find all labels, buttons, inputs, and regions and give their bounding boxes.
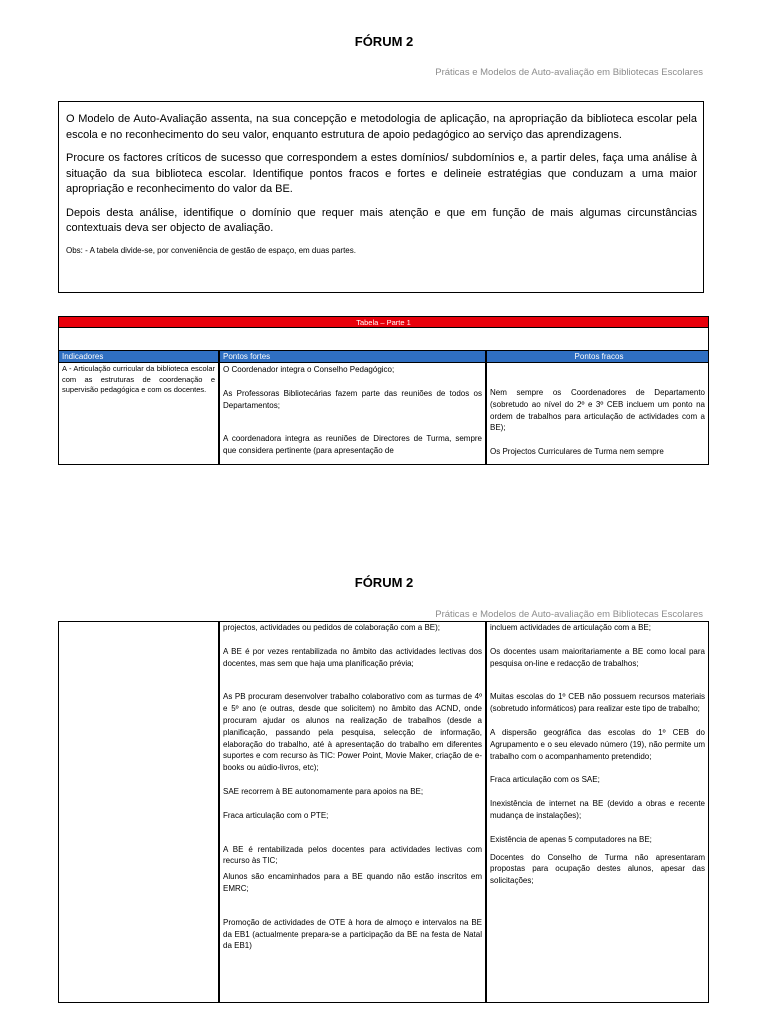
intro-paragraph-2: Procure os factores críticos de sucesso que correspondem a estes domínios/ subdomínios e, a partir deles, faça uma análise à situação da sua biblioteca escolar. Identifique pontos fracos e fortes e delineie estratégias que conduzam a uma maior apropriação e reconhecimento do valor da BE. [66, 152, 697, 195]
strong-point: O Coordenador integra o Conselho Pedagógico; [223, 365, 395, 374]
header-subtitle: Práticas e Modelos de Auto-avaliação em Bibliotecas Escolares [435, 609, 703, 620]
page-title: FÓRUM 2 [354, 34, 414, 49]
header-indicadores: Indicadores [58, 351, 219, 363]
table-caption: Tabela – Parte 1 [58, 316, 709, 328]
strong-point: SAE recorrem à BE autonomamente para apoios na BE; [223, 786, 424, 796]
strong-point: A BE é por vezes rentabilizada no âmbito das actividades lectivas dos docentes, mas sem que haja uma planificação prévia; [223, 646, 482, 668]
weak-point: Inexistência de internet na BE (devido a obras e recente mudança de instalações); [490, 799, 705, 820]
strong-point: As PB procuram desenvolver trabalho colaborativo com as turmas de 4º e 5º ano (e outras, desde que solicitem) no âmbito das ACND, onde procuram ajudar os alunos na realização de trabalhos (desde a planificação, passando pela pesquisa, selecção de informação, elaboração do trabalho, até à apresentação do trabalho em diferentes suportes e com recurso às TIC: Power Point, Movie Maker, criação de e-books ou aúdio-livros, etc); [223, 692, 482, 773]
weak-points-cell [486, 621, 709, 1003]
weak-points-cell [486, 363, 709, 465]
weak-point: Nem sempre os Coordenadores de Departamento (sobretudo ao nível do 2º e 3º CEB incluem um ponto na ordem de trabalhos para articulação de actividades com a BE); [490, 388, 705, 433]
header-pontos-fortes: Pontos fortes [219, 351, 486, 363]
strong-point: A BE é rentabilizada pelos docentes para actividades lectivas com recurso às TIC; [223, 844, 482, 866]
strong-point: As Professoras Bibliotecárias fazem parte das reuniões de todos os Departamentos; [223, 388, 482, 410]
intro-paragraph-3: Depois desta análise, identifique o domínio que requer mais atenção e que em função de mais algumas circunstâncias contextuais deva ser objecto de avaliação. [66, 206, 697, 234]
intro-paragraph-1: O Modelo de Auto-Avaliação assenta, na sua concepção e metodologia de aplicação, na apropriação da biblioteca escolar pela escola e no reconhecimento do seu valor, enquanto estrutura de apoio pedagógico ao serviço das aprendizagens. [66, 113, 697, 141]
strong-points-cell [219, 621, 486, 1003]
indicator-cell [58, 621, 219, 1003]
intro-obs: Obs: - A tabela divide-se, por conveniência de gestão de espaço, em duas partes. [66, 245, 356, 255]
weak-point: Docentes do Conselho de Turma não apresentaram propostas para ocupação destes alunos, apesar das solicitações; [490, 852, 705, 886]
weak-point: Existência de apenas 5 computadores na BE; [490, 834, 652, 844]
strong-point: projectos, actividades ou pedidos de colaboração com a BE); [223, 623, 441, 632]
strong-point: Fraca articulação com o PTE; [223, 810, 329, 820]
indicator-cell [58, 363, 219, 465]
intro-box [58, 101, 704, 293]
header-pontos-fracos: Pontos fracos [486, 351, 709, 363]
weak-point: A dispersão geográfica das escolas do 1º CEB do Agrupamento e o seu elevado número (19), não permite um trabalho com o acompanhamento pretendido; [490, 727, 705, 761]
strong-point: A coordenadora integra as reuniões de Directores de Turma, sempre que considera pertinente (para apresentação de [223, 434, 482, 456]
strong-points-cell [219, 363, 486, 465]
weak-point: Muitas escolas do 1º CEB não possuem recursos materiais (sobretudo informáticos) para realizar este tipo de trabalho; [490, 692, 705, 714]
header-subtitle: Práticas e Modelos de Auto-avaliação em Bibliotecas Escolares [435, 67, 703, 78]
indicator-text: A - Articulação curricular da biblioteca escolar com as estruturas de coordenação e supervisão pedagógica e com os docentes. [62, 364, 215, 394]
table-blank-row [58, 328, 709, 351]
strong-point: Alunos são encaminhados para a BE quando não estão inscritos em EMRC; [223, 872, 482, 893]
weak-point: Fraca articulação com os SAE; [490, 775, 600, 785]
page-title: FÓRUM 2 [354, 575, 414, 590]
weak-point: Os Projectos Curriculares de Turma nem sempre [490, 447, 664, 457]
weak-point: incluem actividades de articulação com a BE; [490, 623, 651, 632]
strong-point: Promoção de actividades de OTE à hora de almoço e intervalos na BE da EB1 (actualmente prepara-se a participação da BE na festa de Natal da EB1) [223, 917, 482, 951]
weak-point: Os docentes usam maioritariamente a BE como local para pesquisa on-line e redacção de trabalhos; [490, 646, 705, 668]
